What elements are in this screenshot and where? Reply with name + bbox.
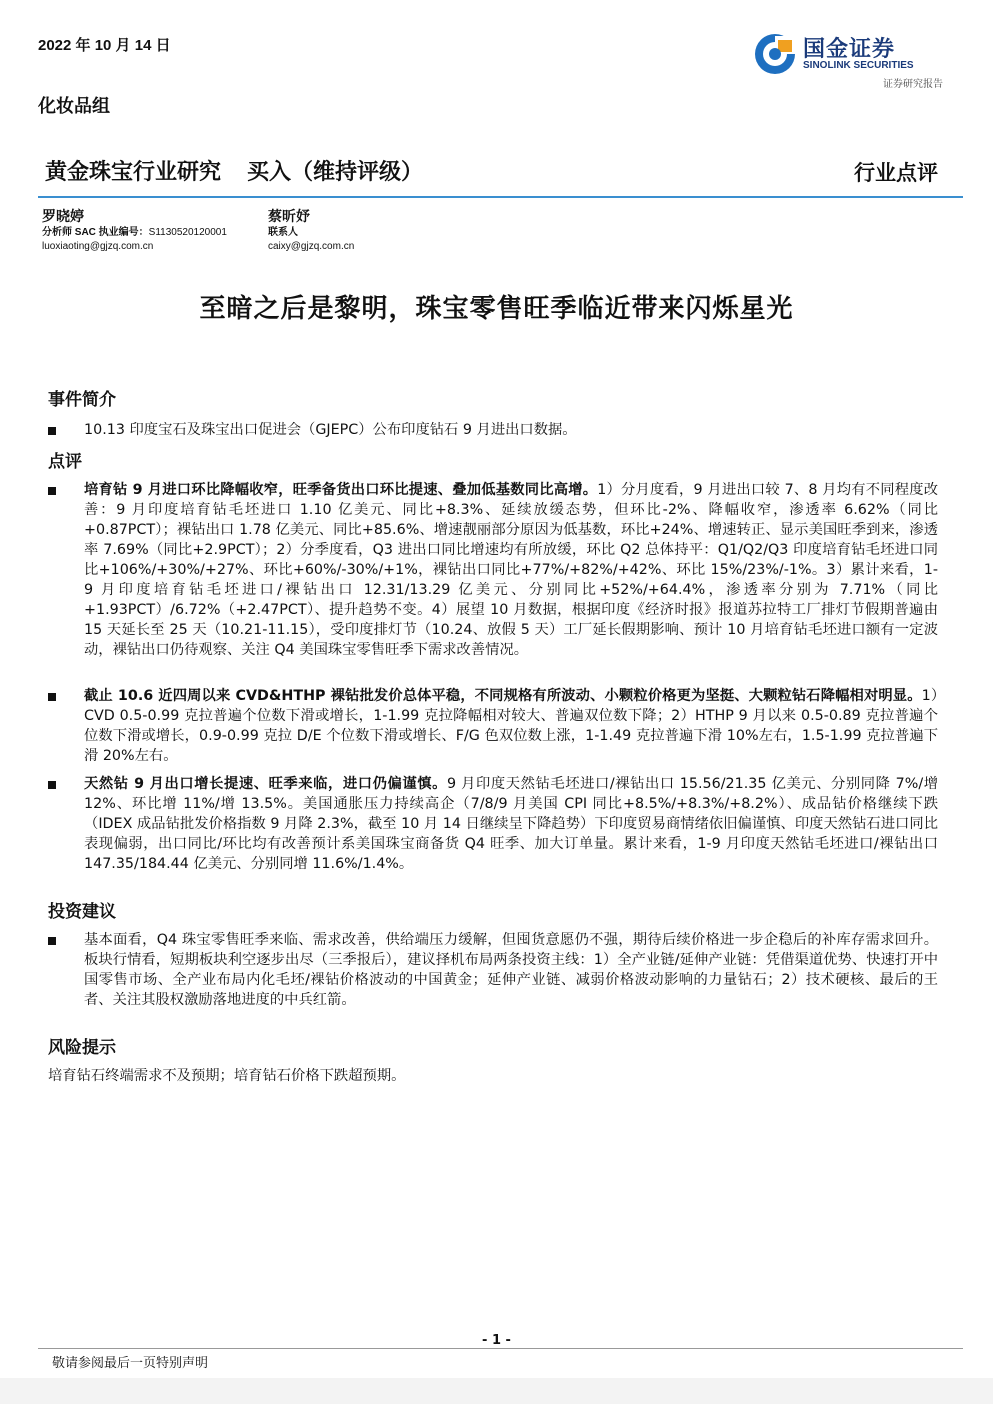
- logo-english-name: SINOLINK SECURITIES: [803, 60, 914, 71]
- footer-disclaimer: 敬请参阅最后一页特别声明: [52, 1356, 209, 1371]
- contact-name: 蔡昕妤: [268, 209, 310, 225]
- sinolink-logo-icon: [753, 32, 797, 76]
- bullet-square-icon: [48, 427, 56, 435]
- report-date: 2022 年 10 月 14 日: [38, 37, 171, 54]
- footer-bar: [0, 1378, 993, 1404]
- analyst-sac-line: 分析师 SAC 执业编号：S1130520120001: [42, 227, 227, 238]
- rating-badge: 买入（维持评级）: [247, 160, 424, 185]
- footer-divider: [38, 1348, 963, 1349]
- bullet-square-icon: [48, 781, 56, 789]
- analyst-name: 罗晓婷: [42, 209, 84, 225]
- list-item: 培育钻 9 月进口环比降幅收窄，旺季备货出口环比提速、叠加低基数同比高增。1）分月度看，9 月进出口较 7、8 月均有不同程度改善：9 月印度培育钻毛坯进口 1.10 亿美元、同比+8.3%、延续放缓态势，但环比-2%、降幅收窄，渗透率 6.62%（同比+0.87PCT）；裸钻出口 1.78 亿美元、同比+85.6%、增速靓丽部分原因为低基数，环比+24%、增速转正、显示美国旺季到来，渗透率 7.69%（同比+2.9PCT）；2）分季度看，Q3 进出口同比增速均有所放缓，环比 Q2 总体持平：Q1/Q2/Q3 印度培育钻毛坯进口同比+106%/+30%/+27%、环比+60%/-30%/+1%，裸钻出口同比+77%/+82%/+42%、环比 15%/23%/-1%。3）累计来看，1-9 月印度培育钻毛坯进口/裸钻出口 12.31/13.29 亿美元、分别同比+52%/+64.4%，渗透率分别为 7.71%（同比+1.93PCT）/6.72%（+2.47PCT）、提升趋势不变。4）展望 10 月数据，根据印度《经济时报》报道苏拉特工厂排灯节假期普遍由 15 天延长至 25 天（10.21-11.15），受印度排灯节（10.24、放假 5 天）工厂延长假期影响、预计 10 月培育钻毛坯进口额有一定波动，裸钻出口仍待观察、关注 Q4 美国珠宝零售旺季下需求改善情况。: [48, 480, 938, 660]
- bullet-square-icon: [48, 487, 56, 495]
- contact-label: 联系人: [268, 227, 298, 238]
- risk-text: 培育钻石终端需求不及预期；培育钻石价格下跌超预期。: [48, 1068, 406, 1084]
- section-heading-comment: 点评: [48, 452, 82, 472]
- bullet-square-icon: [48, 693, 56, 701]
- report-title: 至暗之后是黎明，珠宝零售旺季临近带来闪烁星光: [199, 294, 794, 324]
- logo-subtitle: 证券研究报告: [883, 79, 943, 90]
- analyst-email[interactable]: luoxiaoting@gjzq.com.cn: [42, 241, 154, 252]
- list-item: 基本面看，Q4 珠宝零售旺季来临、需求改善，供给端压力缓解，但囤货意愿仍不强，期待后续价格进一步企稳后的补库存需求回升。板块行情看，短期板块利空逐步出尽（三季报后），建议择机布局两条投资主线：1）全产业链/延伸产业链：凭借渠道优势、快速打开中国零售市场、全产业布局内化毛坯/裸钻价格波动的中国黄金；延伸产业链、减弱价格波动影响的力量钻石；2）技术硬核、最后的王者、关注其股权激励落地进度的中兵红箭。: [48, 930, 938, 1010]
- bullet-square-icon: [48, 937, 56, 945]
- page-number: - 1 -: [482, 1333, 511, 1348]
- logo-chinese-name: 国金证券: [803, 37, 896, 62]
- report-type: 行业点评: [854, 160, 938, 185]
- contact-email[interactable]: caixy@gjzq.com.cn: [268, 241, 355, 252]
- industry-name: 黄金珠宝行业研究: [45, 160, 222, 185]
- section-heading-advice: 投资建议: [48, 902, 116, 922]
- list-item: 天然钻 9 月出口增长提速、旺季来临，进口仍偏谨慎。9 月印度天然钻毛坯进口/裸钻出口 15.56/21.35 亿美元、分别同降 7%/增 12%、环比增 11%/增 13.5%。美国通胀压力持续高企（7/8/9 月美国 CPI 同比+8.5%/+8.3%/+8.2%）、成品钻价格继续下跌（IDEX 成品钻批发价格指数 9 月降 2.3%，截至 10 月 14 日继续呈下降趋势）下印度贸易商情绪依旧偏谨慎、印度天然钻石进口同比表现偏弱，出口同比/环比均有改善预计系美国珠宝商备货 Q4 旺季、加大订单量。累计来看，1-9 月印度天然钻毛坯进口/裸钻出口 147.35/184.44 亿美元、分别同增 11.6%/1.4%。: [48, 774, 938, 874]
- research-group: 化妆品组: [38, 96, 110, 117]
- analyst-card: [42, 210, 227, 254]
- company-logo: [753, 30, 943, 90]
- section-heading-risk: 风险提示: [48, 1038, 116, 1058]
- section-heading-event: 事件简介: [48, 390, 116, 410]
- header-divider: [38, 196, 963, 198]
- contact-card: [268, 210, 354, 254]
- industry-headline: [45, 155, 423, 186]
- list-item: 截止 10.6 近四周以来 CVD&HTHP 裸钻批发价总体平稳，不同规格有所波动、小颗粒价格更为坚挺、大颗粒钻石降幅相对明显。1）CVD 0.5-0.99 克拉普遍个位数下滑或增长，1-1.99 克拉降幅相对较大、普遍双位数下降；2）HTHP 9 月以来 0.5-0.89 克拉普遍个位数下滑或增长，0.9-0.99 克拉 D/E 个位数下滑或增长、F/G 色双位数上涨，1-1.49 克拉普遍下滑 10%左右，1.5-1.99 克拉普遍下滑 20%左右。: [48, 686, 938, 766]
- list-item: 10.13 印度宝石及珠宝出口促进会（GJEPC）公布印度钻石 9 月进出口数据。: [48, 420, 938, 440]
